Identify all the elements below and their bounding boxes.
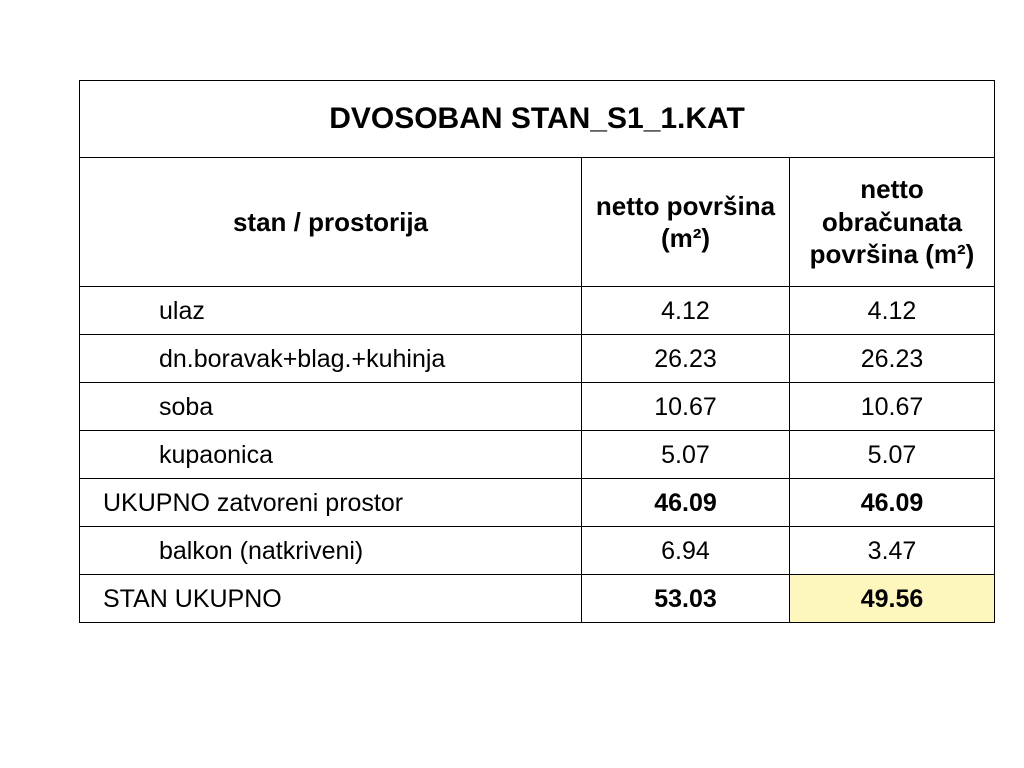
net-calc-area-value: 4.12 bbox=[790, 287, 995, 335]
room-name: balkon (natkriveni) bbox=[80, 527, 582, 575]
total-row bbox=[80, 575, 995, 623]
table-row bbox=[80, 431, 995, 479]
table-row bbox=[80, 287, 995, 335]
table-row bbox=[80, 527, 995, 575]
room-name: kupaonica bbox=[80, 431, 582, 479]
net-calc-area-value: 5.07 bbox=[790, 431, 995, 479]
net-area-value: 4.12 bbox=[582, 287, 790, 335]
room-name: soba bbox=[80, 383, 582, 431]
net-area-value: 10.67 bbox=[582, 383, 790, 431]
net-area-value: 6.94 bbox=[582, 527, 790, 575]
net-area-value: 5.07 bbox=[582, 431, 790, 479]
header-net-area: netto površina (m²) bbox=[582, 158, 790, 287]
table-row bbox=[80, 383, 995, 431]
net-calc-area-value: 26.23 bbox=[790, 335, 995, 383]
room-name: dn.boravak+blag.+kuhinja bbox=[80, 335, 582, 383]
header-net-calc-area: netto obračunata površina (m²) bbox=[790, 158, 995, 287]
net-calc-area-value: 3.47 bbox=[790, 527, 995, 575]
apartment-area-table bbox=[79, 80, 995, 623]
total-net-area: 53.03 bbox=[582, 575, 790, 623]
table-title: DVOSOBAN STAN_S1_1.KAT bbox=[80, 81, 995, 158]
net-area-value: 26.23 bbox=[582, 335, 790, 383]
table-row bbox=[80, 335, 995, 383]
subtotal-row bbox=[80, 479, 995, 527]
total-label: STAN UKUPNO bbox=[80, 575, 582, 623]
header-row bbox=[80, 158, 995, 287]
net-calc-area-value: 10.67 bbox=[790, 383, 995, 431]
total-net-calc-area: 49.56 bbox=[790, 575, 995, 623]
subtotal-net-area: 46.09 bbox=[582, 479, 790, 527]
room-name: ulaz bbox=[80, 287, 582, 335]
subtotal-label: UKUPNO zatvoreni prostor bbox=[80, 479, 582, 527]
subtotal-net-calc-area: 46.09 bbox=[790, 479, 995, 527]
header-room: stan / prostorija bbox=[80, 158, 582, 287]
title-row bbox=[80, 81, 995, 158]
